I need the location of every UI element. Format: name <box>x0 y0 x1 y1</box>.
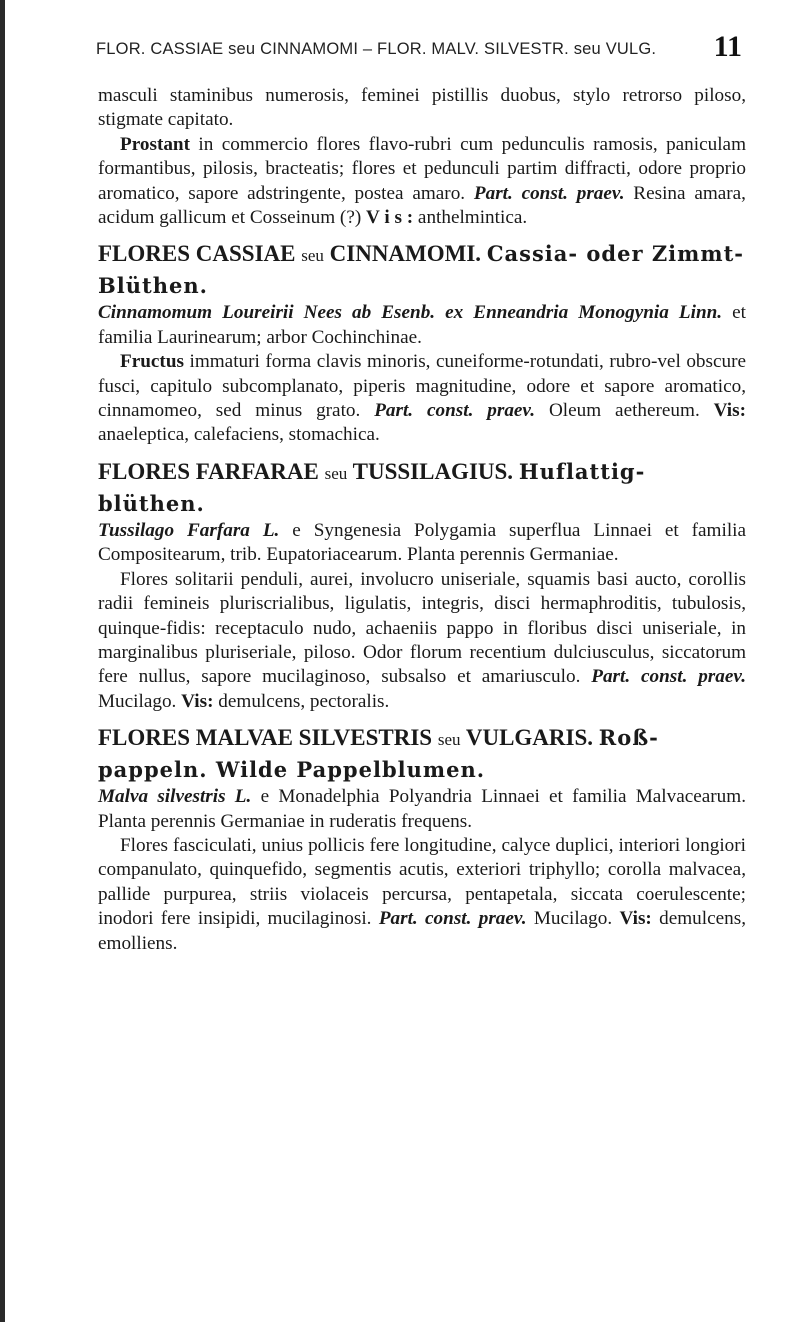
description-text: immaturi forma clavis minoris, cuneiforme-rotundati, rubro-vel obscure fusci, capitulo subcomplanato, piperis magnitudine, odore et sapore aromatico, cinnamomeo, sed minus grato. <box>98 351 746 422</box>
fructus-label: Fructus <box>120 351 184 373</box>
part-const-text: Mucilago. <box>98 690 182 712</box>
description-text: Flores fasciculati, unius pollicis fere longitudine, calyce duplici, interiori longiori companulato, quinquefido, segmentis acutis, exteriori triphyllo; corolla malvacea, pallide purpurea, striis violaceis percursa, pentapetala, siccata coerulescente; inodori fere insipidi, mucilaginosi. <box>98 834 746 930</box>
description-text: Flores solitarii penduli, aurei, involucro uniseriale, squamis basi aucto, corollis radii femineis pluriscrialibus, ligulatis, integris, disci hermaphroditis, tubulosis, quinque-fidis: receptaculo nudo, achaeniis pappo in floribus disci uniseriale, in marginalibus pluriseriale, piloso. Odor florum recentium dulciusculus, siccatorum fere nullus, sapore mucilaginoso, subsalso et amariusculo. <box>98 568 746 688</box>
page-header <box>96 30 742 70</box>
vis-label: Vis: <box>713 400 746 422</box>
part-const-text: Mucilago. <box>526 908 620 930</box>
prostant-label: Prostant <box>120 133 190 155</box>
entry-heading-text-2: TUSSILAGIUS. <box>352 458 514 484</box>
taxon-name: Malva silvestris L. <box>98 786 252 808</box>
description-paragraph-cassiae <box>98 350 746 448</box>
page-body <box>98 84 746 956</box>
part-const-label: Part. const. praev. <box>378 908 527 930</box>
page-edge-rule <box>0 0 5 1322</box>
entry-heading-text: FLORES MALVAE SILVESTRIS <box>98 725 433 751</box>
entry-heading-seu: seu <box>437 730 461 750</box>
entry-heading-seu: seu <box>324 463 348 483</box>
taxonomy-text: e Monadelphia Polyandria Linnaei et familia Malvacearum. Planta perennis Germaniae in ruderatis frequens. <box>98 786 746 832</box>
entry-heading-text-2: CINNAMOMI. <box>329 241 482 267</box>
running-head: FLOR. CASSIAE seu CINNAMOMI – FLOR. MALV. SILVESTR. seu VULG. <box>96 40 657 58</box>
entry-heading-text: FLORES CASSIAE <box>98 241 296 267</box>
taxonomy-text: e Syngenesia Polygamia superflua Linnaei et familia Compositearum, trib. Eupatoriacearum. Planta perennis Germaniae. <box>98 519 746 566</box>
vis-label: Vis: <box>619 908 652 930</box>
entry-heading-text: FLORES FARFARAE <box>98 458 319 484</box>
description-paragraph-malvae <box>98 834 746 956</box>
part-const-text: Oleum aethereum. <box>535 400 714 422</box>
entry-heading-text-2: VULGARIS. <box>465 725 594 751</box>
vis-label: Vis: <box>181 690 214 712</box>
german-name: Huflattig-blüthen. <box>98 458 646 516</box>
part-const-text: Resina amara, acidum gallicum et Cosseinum (?) <box>98 182 746 229</box>
page-number: 11 <box>713 30 742 63</box>
description-paragraph-farfarae <box>98 568 746 714</box>
vis-text: demulcens, pectoralis. <box>213 690 390 712</box>
part-const-label: Part. const. praev. <box>473 182 625 204</box>
continuation-text: masculi staminibus numerosis, feminei pistillis duobus, stylo retrorso piloso, stigmate capitato. <box>98 85 746 131</box>
part-const-label: Part. const. praev. <box>374 400 536 422</box>
taxonomy-text: et familia Laurinearum; arbor Cochinchinae. <box>98 302 746 348</box>
entry-heading-seu: seu <box>301 246 324 266</box>
entry-heading-malvae <box>98 723 746 785</box>
continuation-prostant-paragraph <box>98 133 746 231</box>
prostant-text: in commercio flores flavo-rubri cum pedunculis ramosis, paniculam formantibus, pilosis, bracteatis; flores et pedunculi partim diffracti, odore proprio aromatico, sapore adstringente, postea amaro. <box>98 133 746 204</box>
taxonomy-paragraph-cassiae <box>98 301 746 350</box>
vis-text: demulcens, emolliens. <box>98 908 746 954</box>
entry-heading-cassiae <box>98 239 746 301</box>
continuation-paragraph <box>98 84 746 133</box>
taxon-name: Cinnamomum Loureirii Nees ab Esenb. ex Enneandria Monogynia Linn. <box>98 302 723 324</box>
entry-heading-farfarae <box>98 457 746 519</box>
vis-text: anthelmintica. <box>413 207 528 229</box>
taxon-name: Tussilago Farfara L. <box>98 519 280 541</box>
german-name: Cassia- oder Zimmt-Blüthen. <box>98 241 744 299</box>
part-const-label: Part. const. praev. <box>591 666 746 688</box>
german-name: Roß-pappeln. Wilde Pappelblumen. <box>98 725 659 783</box>
vis-text: anaeleptica, calefaciens, stomachica. <box>98 424 380 446</box>
vis-label: V i s : <box>366 207 414 229</box>
taxonomy-paragraph-malvae <box>98 785 746 834</box>
taxonomy-paragraph-farfarae <box>98 519 746 568</box>
